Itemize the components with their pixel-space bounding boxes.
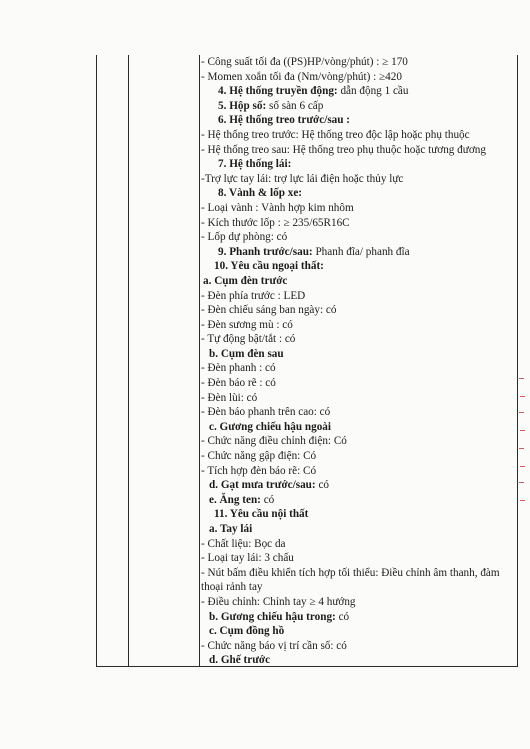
subsection-heading [201, 522, 514, 537]
spec-line: - Đèn chiếu sáng ban ngày: có [201, 304, 337, 317]
spec-line: - Đèn phanh : có [201, 362, 276, 375]
subsection-heading [201, 84, 514, 99]
edge-mark [519, 412, 524, 413]
heading-label: 9. Phanh trước/sau: [218, 245, 313, 258]
edge-mark [519, 448, 524, 449]
spec-line: - Chất liệu: Bọc da [201, 537, 286, 550]
heading-label: 7. Hệ thống lái: [218, 158, 292, 171]
edge-mark [519, 482, 524, 483]
subsection-heading [201, 624, 514, 639]
heading-label: 5. Hộp số: [218, 99, 267, 112]
subsection-heading [201, 157, 514, 172]
edge-mark [519, 378, 524, 379]
heading-label: d. Ghế trước [209, 654, 271, 667]
spec-line: - Tự động bật/tắt : có [201, 333, 296, 346]
page-edge-marks [519, 378, 527, 508]
spec-line: - Loại tay lái: 3 chấu [201, 552, 294, 565]
column-divider-2 [199, 55, 200, 666]
subsection-heading [201, 493, 514, 508]
spec-line: - Đèn báo phanh trên cao: có [201, 406, 331, 419]
spec-line: - Hệ thống treo trước: Hệ thống treo độc lập hoặc phụ thuộc [201, 128, 470, 141]
edge-mark [520, 396, 525, 397]
edge-mark [520, 500, 525, 501]
heading-value: số sàn 6 cấp [266, 99, 324, 112]
spec-line: - Momen xoắn tối đa (Nm/vòng/phút) : ≥420 [201, 70, 402, 83]
heading-value: có [335, 610, 350, 623]
heading-label: 11. Yêu cầu nội thất [214, 508, 309, 521]
heading-label: b. Cụm đèn sau [209, 347, 284, 360]
table-left-border [96, 55, 97, 666]
heading-value: có [315, 479, 329, 492]
heading-label: c. Gương chiếu hậu ngoài [209, 420, 332, 433]
spec-line: - Đèn phía trước : LED [201, 289, 306, 302]
heading-value: có [260, 493, 275, 506]
spec-line: - Kích thước lốp : ≥ 235/65R16C [201, 216, 350, 229]
subsection-heading [201, 347, 514, 362]
spec-line: - Đèn sương mù : có [201, 318, 293, 331]
heading-label: a. Cụm đèn trước [203, 274, 288, 287]
subsection-heading [201, 245, 514, 260]
spec-line: -Trợ lực tay lái: trợ lực lái điện hoặc thủy lực [201, 172, 404, 185]
heading-label: 10. Yêu cầu ngoại thất: [214, 260, 324, 273]
spec-line: - Đèn báo rẽ : có [201, 377, 276, 390]
spec-line: - Đèn lùi: có [201, 391, 258, 404]
spec-line: - Nút bấm điều khiển tích hợp tối thiểu: Điều chỉnh âm thanh, đàm thoại rảnh tay [201, 566, 500, 594]
heading-label: 8. Vành & lốp xe: [218, 187, 303, 200]
table-right-border [517, 55, 518, 666]
subsection-heading [201, 113, 514, 128]
spec-line: - Chức năng báo vị trí cần số: có [201, 639, 347, 652]
spec-line: - Chức năng điều chỉnh điện: Có [201, 435, 347, 448]
spec-line: - Loại vành : Vành hợp kim nhôm [201, 201, 354, 214]
subsection-heading [201, 186, 514, 201]
subsection-heading [201, 99, 514, 114]
spec-line: - Lốp dự phòng: có [201, 231, 288, 244]
spec-text-cell [201, 55, 514, 668]
heading-label: 4. Hệ thống truyền động: [218, 85, 338, 98]
edge-mark [520, 430, 525, 431]
spec-line: - Hệ thống treo sau: Hệ thống treo phụ thuộc hoặc tương đương [201, 143, 486, 156]
section-heading [201, 507, 514, 522]
subsection-heading [201, 274, 514, 289]
heading-label: c. Cụm đồng hồ [209, 625, 285, 638]
spec-line: - Tích hợp đèn báo rẽ: Có [201, 464, 317, 477]
subsection-heading [201, 610, 514, 625]
heading-value: Phanh đĩa/ phanh đĩa [312, 245, 410, 258]
subsection-heading [201, 478, 514, 493]
heading-label: d. Gạt mưa trước/sau: [209, 479, 316, 492]
subsection-heading [201, 420, 514, 435]
heading-label: b. Gương chiếu hậu trong: [209, 610, 336, 623]
edge-mark [520, 466, 525, 467]
heading-label: e. Ăng ten: [209, 493, 261, 506]
heading-label: 6. Hệ thống treo trước/sau : [218, 114, 351, 127]
heading-label: a. Tay lái [209, 523, 253, 535]
subsection-heading [201, 653, 514, 668]
spec-line: - Công suất tối đa ((PS)HP/vòng/phút) : ≥ 170 [201, 56, 408, 68]
spec-line: - Chức năng gập điện: Có [201, 450, 317, 463]
column-divider-1 [128, 55, 129, 666]
spec-line: - Điều chỉnh: Chỉnh tay ≥ 4 hướng [201, 595, 356, 608]
heading-value: dẫn động 1 cầu [337, 85, 409, 98]
section-heading [201, 259, 514, 274]
